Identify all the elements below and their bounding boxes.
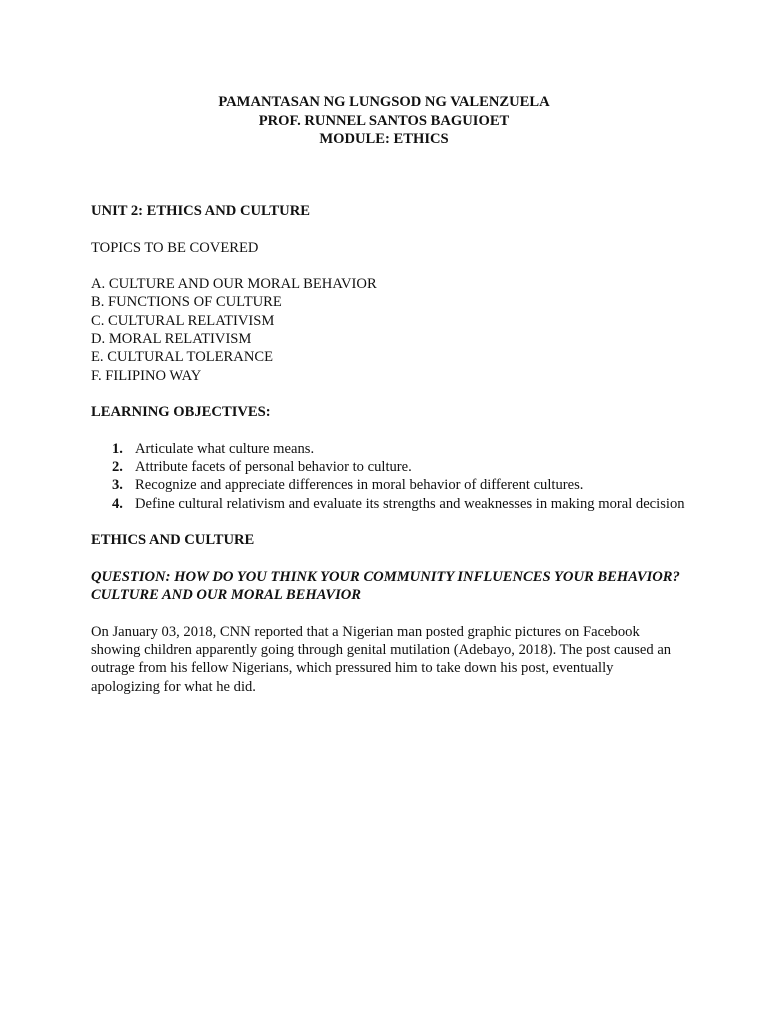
- section-heading: ETHICS AND CULTURE: [91, 532, 255, 549]
- document-header: [0, 93, 768, 149]
- objective-text: Attribute facets of personal behavior to culture.: [135, 459, 412, 476]
- topics-list: [91, 275, 691, 385]
- topic-item: F. FILIPINO WAY: [91, 367, 202, 384]
- objective-item: [91, 440, 691, 458]
- objective-item: [91, 495, 691, 513]
- topic-item: E. CULTURAL TOLERANCE: [91, 349, 274, 366]
- topic-item: A. CULTURE AND OUR MORAL BEHAVIOR: [91, 276, 377, 293]
- unit-title: UNIT 2: ETHICS AND CULTURE: [91, 203, 310, 219]
- question-heading: QUESTION: HOW DO YOU THINK YOUR COMMUNITY INFLUENCES YOUR BEHAVIOR?: [91, 568, 680, 585]
- objective-text: Recognize and appreciate differences in moral behavior of different cultures.: [135, 477, 584, 494]
- topics-heading: TOPICS TO BE COVERED: [91, 239, 259, 256]
- university-name: PAMANTASAN NG LUNGSOD NG VALENZUELA: [218, 94, 550, 110]
- objectives-heading: LEARNING OBJECTIVES:: [91, 404, 271, 421]
- objective-text: Define cultural relativism and evaluate its strengths and weaknesses in making moral decision: [135, 495, 685, 512]
- objectives-list: [91, 440, 691, 513]
- module-title: MODULE: ETHICS: [319, 131, 449, 147]
- objective-text: Articulate what culture means.: [135, 440, 315, 457]
- subheading: CULTURE AND OUR MORAL BEHAVIOR: [91, 587, 362, 604]
- topic-item: B. FUNCTIONS OF CULTURE: [91, 294, 282, 311]
- document-body: [91, 202, 691, 696]
- objective-item: [91, 458, 691, 476]
- objective-number: 4.: [112, 495, 123, 512]
- topic-item: C. CULTURAL RELATIVISM: [91, 312, 275, 329]
- topic-item: D. MORAL RELATIVISM: [91, 331, 252, 348]
- objective-number: 2.: [112, 459, 123, 476]
- objective-number: 1.: [112, 440, 123, 457]
- body-paragraph: On January 03, 2018, CNN reported that a Nigerian man posted graphic pictures on Facebook showing children apparently going through genital mutilation (Adebayo, 2018). The post caused an outrage from his fellow Nigerians, which pressured him to take down his post, eventually apologizing for what he did.: [91, 623, 672, 695]
- professor-name: PROF. RUNNEL SANTOS BAGUIOET: [258, 112, 510, 129]
- objective-number: 3.: [112, 477, 123, 494]
- objective-item: [91, 476, 691, 494]
